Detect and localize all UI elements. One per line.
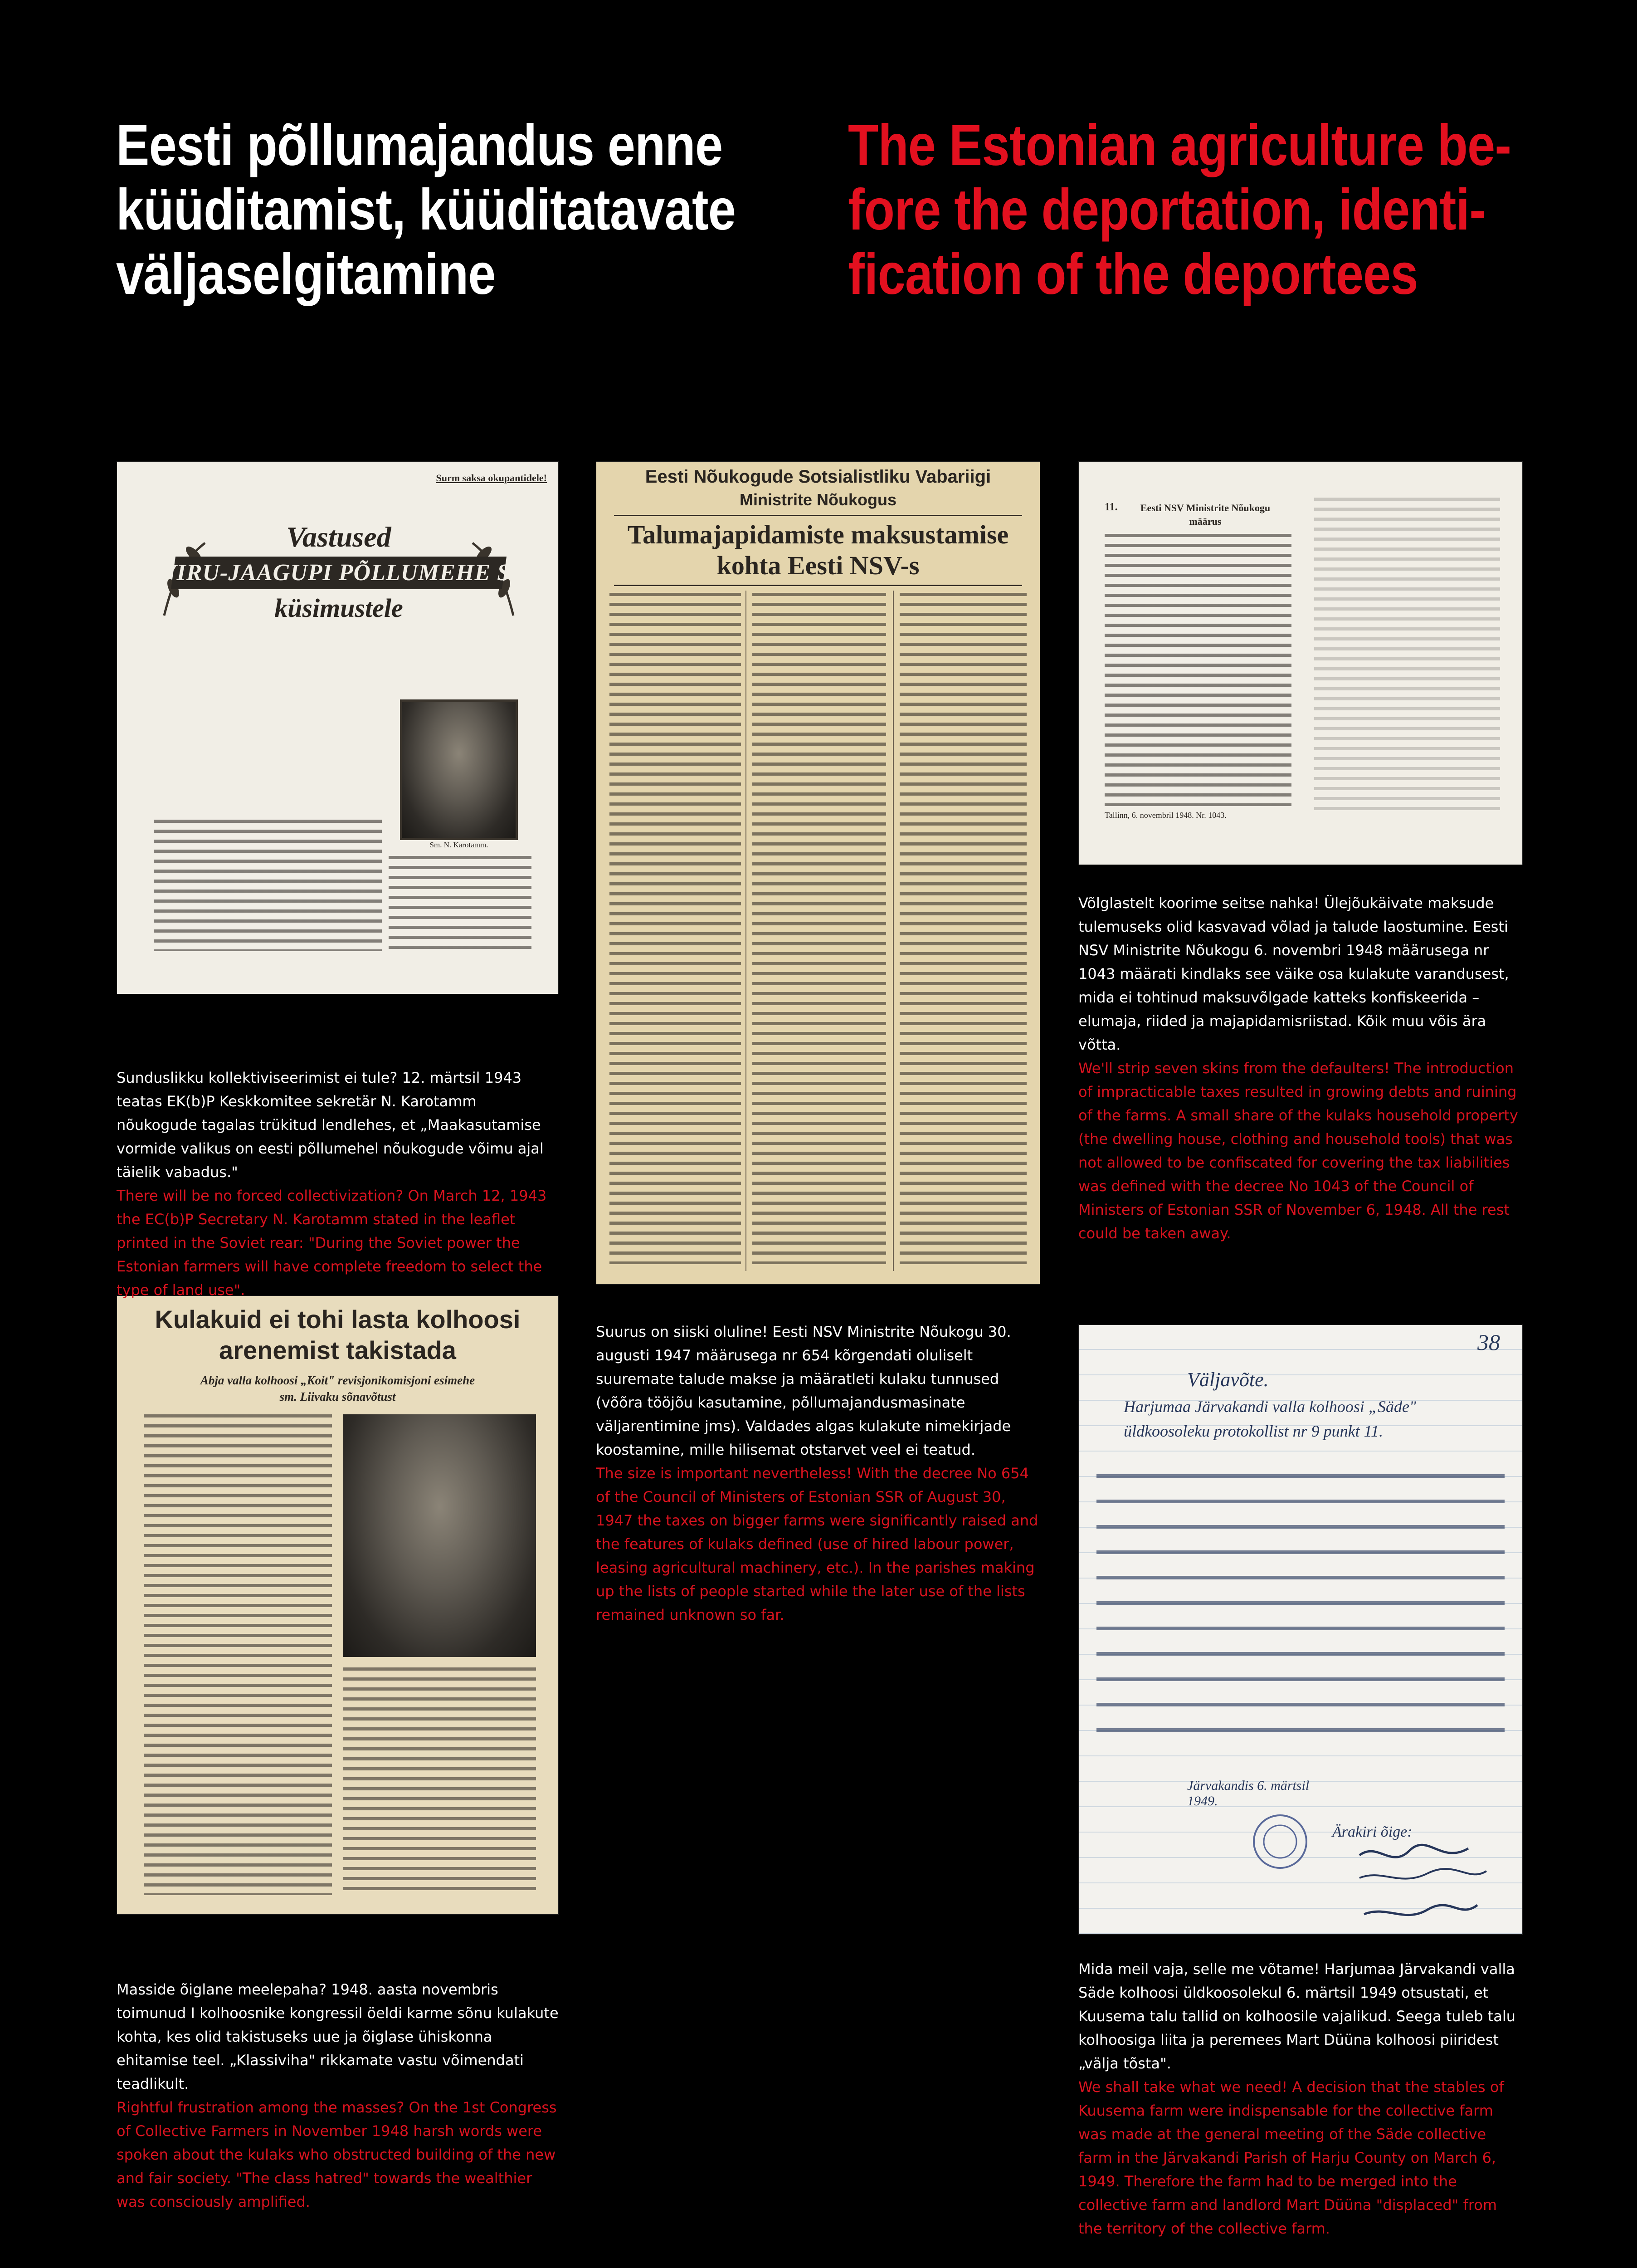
caption-et: Sunduslikku kollektiviseerimist ei tule? 12. märtsil 1943 teatas EK(b)P Keskkomitee sekretär N. Karotamm nõukogude tagalas trükitud lendlehes, et „Maakasutamise vormide valikus on eesti põllumehel nõukogude võimu ajal täielik vabadus." xyxy=(117,1069,544,1181)
caption-confiscation-decree xyxy=(1078,891,1523,1245)
protocol-heading: Väljavõte. xyxy=(1187,1369,1269,1391)
caption-et: Masside õiglane meelepaha? 1948. aasta novembris toimunud I kolhoosnike kongressil öeldi karme sõnu kulakute kohta, kes olid takistuseks uue ja õiglase ühiskonna ehitamise teel. „Klassiviha" rikkamate vastu võimendati teadlikult. xyxy=(117,1981,559,2092)
confiscation-decree-russian-body xyxy=(1314,498,1500,815)
caption-leaflet xyxy=(117,1066,559,1302)
protocol-line-1: Harjumaa Järvakandi valla kolhoosi „Säde" xyxy=(1124,1398,1417,1416)
protocol-document xyxy=(1078,1325,1523,1935)
newspaper-headline-1: Kulakuid ei tohi lasta kolhoosi xyxy=(155,1305,521,1334)
caption-newspaper xyxy=(117,1978,559,2214)
newspaper-clipping xyxy=(117,1295,559,1915)
confiscation-decree-document xyxy=(1078,461,1523,865)
newspaper-subhead-1: Abja valla kolhoosi „Koit" revisjonikomisjoni esimehe xyxy=(200,1374,475,1387)
protocol-sign-note: Ärakiri õige: xyxy=(1332,1823,1413,1840)
karotamm-portrait xyxy=(400,699,518,840)
column-rule xyxy=(893,591,894,1271)
tax-decree-header-1: Eesti Nõukogude Sotsialistliku Vabariigi xyxy=(645,467,991,487)
newspaper-body-right xyxy=(343,1667,536,1894)
tax-decree-title-1: Talumajapidamiste maksustamise xyxy=(627,520,1009,549)
liivak-portrait xyxy=(343,1414,536,1657)
title-en-line: fore the deportation, identi- xyxy=(848,177,1486,242)
newspaper-subhead-2: sm. Liivaku sõnavõtust xyxy=(279,1390,396,1403)
leaflet-document xyxy=(117,461,559,994)
caption-et: Võlglastelt koorime seitse nahka! Ülejõukäivate maksude tulemuseks olid kasvavad võlad ja talude laostumine. Eesti NSV Ministrite Nõukogu 6. novembri 1948 määrusega nr 1043 määrati kindlaks see väike osa kulakute varandusest, mida ei tohtinud maksuvõlgade katteks konfiskeerida – elumaja, riided ja majapidamisriistad. Kõik muu võis ära võtta. xyxy=(1078,894,1509,1053)
caption-en: There will be no forced collectivization? On March 12, 1943 the EC(b)P Secretary N. Karotamm stated in the leaflet printed in the Soviet rear: "During the Soviet power the Estonian farmers will have complete freedom to select the type of land use". xyxy=(117,1187,547,1299)
tax-decree-column-3 xyxy=(900,593,1027,1264)
title-english xyxy=(848,113,1613,307)
leaflet-top-note: Surm saksa okupantidele! xyxy=(436,472,547,484)
caption-en: Rightful frustration among the masses? On the 1st Congress of Collective Farmers in November 1948 harsh words were spoken about the kulaks who obstructed building of the new and fair society. "The class hatred" towards the wealthier was consciously amplified. xyxy=(117,2099,557,2210)
confiscation-decree-heading: Eesti NSV Ministrite Nõukogu määrus xyxy=(1140,502,1271,527)
tax-decree-document xyxy=(596,461,1040,1285)
protocol-place-date: Järvakandis 6. märtsil 1949. xyxy=(1187,1778,1310,1809)
title-et-line: väljaselgitamine xyxy=(116,242,496,307)
caption-protocol xyxy=(1078,1957,1523,2240)
title-et-line: Eesti põllumajandus enne xyxy=(116,113,723,178)
newspaper-body-left xyxy=(144,1414,332,1895)
tax-decree-column-1 xyxy=(609,593,741,1264)
tax-decree-column-2 xyxy=(752,593,886,1264)
tax-decree-title-2: kohta Eesti NSV-s xyxy=(716,551,920,580)
title-et-line: küüditamist, küüditatavate xyxy=(116,177,736,242)
confiscation-decree-place-date: Tallinn, 6. novembril 1948. Nr. 1043. xyxy=(1105,811,1227,820)
stamp-seal-icon xyxy=(1251,1812,1310,1871)
protocol-handwriting xyxy=(1096,1461,1505,1751)
title-en-line: The Estonian agriculture be- xyxy=(848,113,1511,178)
leaflet-body-text xyxy=(154,820,382,951)
leaflet-heading-banner xyxy=(155,511,522,629)
leaflet-heading-2: VIRU-JAAGUPI PÕLLUMEHE S. xyxy=(160,560,517,586)
title-en-line: fication of the deportees xyxy=(848,242,1418,307)
caption-en: We'll strip seven skins from the defaulters! The introduction of impracticable taxes resulted in growing debts and ruining of the farms. A small share of the kulaks household property (the dwelling house, clothing and household tools) that was not allowed to be confiscated for covering the tax liabilities was defined with the decree No 1043 of the Council of Ministers of Estonian SSR of November 6, 1948. All the rest could be taken away. xyxy=(1078,1060,1518,1242)
newspaper-headline-2: arenemist takistada xyxy=(219,1336,456,1364)
leaflet-body-text xyxy=(389,856,531,951)
protocol-line-2: üldkoosoleku protokollist nr 9 punkt 11. xyxy=(1124,1422,1383,1440)
caption-tax-decree xyxy=(596,1320,1040,1627)
confiscation-decree-body xyxy=(1105,534,1291,806)
confiscation-decree-number: 11. xyxy=(1105,501,1118,513)
divider xyxy=(614,585,1022,586)
leaflet-heading-1: Vastused xyxy=(286,521,391,553)
title-estonian xyxy=(116,113,818,307)
leaflet-heading-3: küsimustele xyxy=(274,593,403,623)
tax-decree-header-2: Ministrite Nõukogus xyxy=(739,490,896,509)
divider xyxy=(614,515,1022,516)
caption-et: Suurus on siiski oluline! Eesti NSV Ministrite Nõukogu 30. augusti 1947 määrusega nr 654 kõrgendati oluliselt suuremate talude makse ja määratleti kulaku tunnused (võõra tööjõu kasutamine, põllumajandusmasinate väljarentimine jms). Valdades algas kulakute nimekirjade koostamine, mille hilisemat otstarvet veel ei teatud. xyxy=(596,1323,1011,1458)
caption-et: Mida meil vaja, selle me võtame! Harjumaa Järvakandi valla Säde kolhoosi üldkoosolekul 6. märtsil 1949 otsustati, et Kuusema talu tallid on kolhoosile vajalikud. Seega tuleb talu kolhoosiga liita ja peremees Mart Düüna kolhoosi piiridest „välja tõsta". xyxy=(1078,1960,1516,2072)
signature-icon xyxy=(1350,1837,1496,1935)
leaflet-photo-caption: Sm. N. Karotamm. xyxy=(429,841,488,849)
protocol-page-number: 38 xyxy=(1477,1330,1500,1355)
caption-en: The size is important nevertheless! With the decree No 654 of the Council of Ministers of Estonian SSR of August 30, 1947 the taxes on bigger farms were significantly raised and the features of kulaks defined (use of hired labour power, leasing agricultural machinery, etc.). In the parishes making up the lists of people started while the later use of the lists remained unknown so far. xyxy=(596,1465,1038,1623)
caption-en: We shall take what we need! A decision that the stables of Kuusema farm were indispensable for the collective farm was made at the general meeting of the Säde collective farm in the Järvakandi Parish of Harju County on March 6, 1949. Therefore the farm had to be merged into the collective farm and landlord Mart Düüna "displaced" from the territory of the collective farm. xyxy=(1078,2078,1504,2237)
column-rule xyxy=(745,591,746,1271)
